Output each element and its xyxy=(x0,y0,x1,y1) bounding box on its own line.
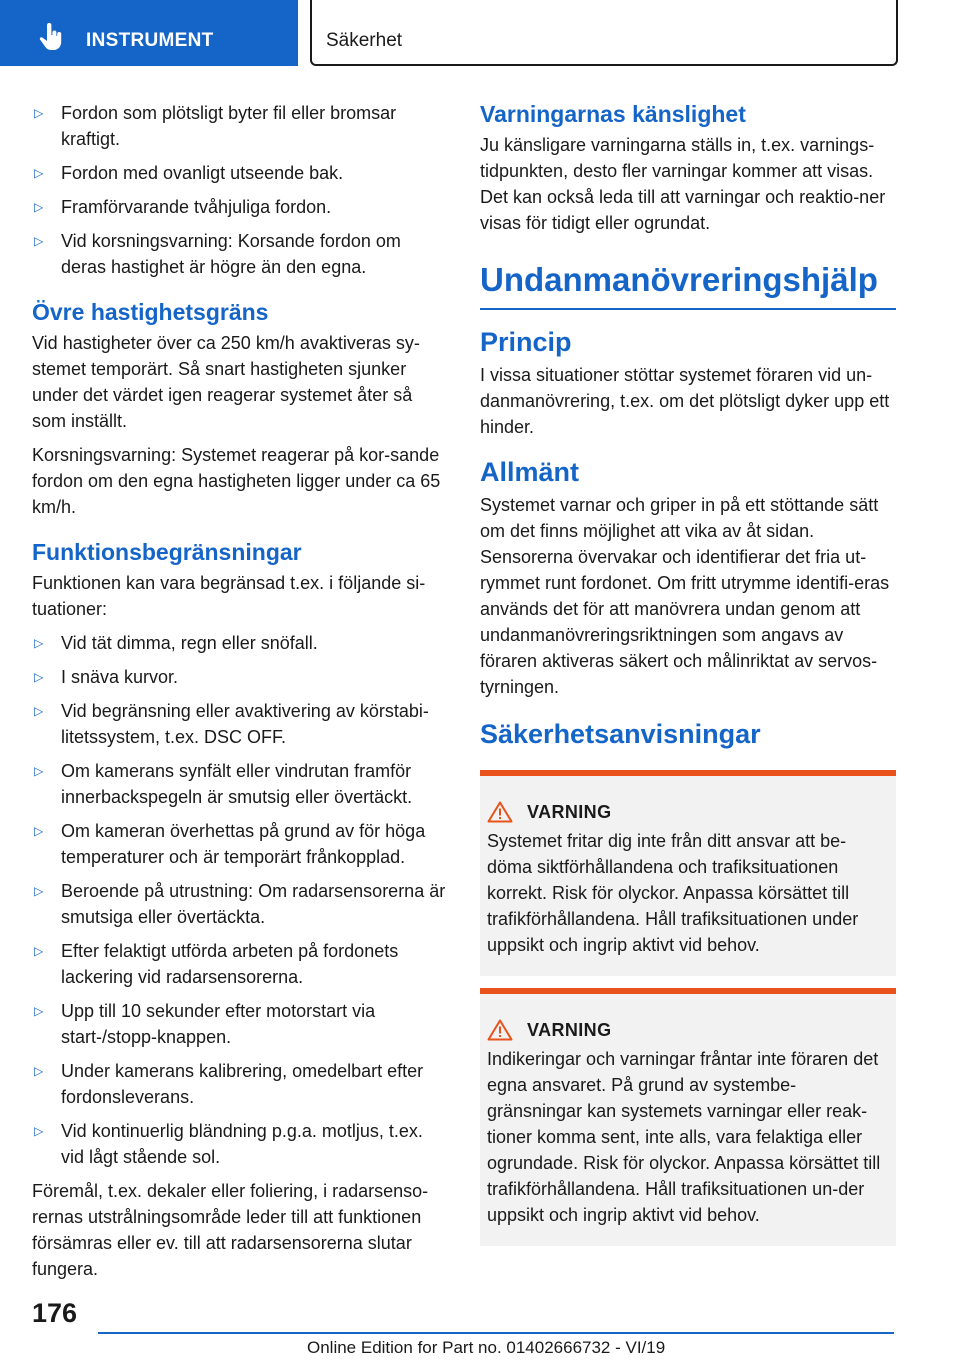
list-item: ▷ Efter felaktigt utförda arbeten på fordonets lackering vid radarsensorerna. xyxy=(32,938,447,990)
section-header xyxy=(310,0,898,66)
list-item: ▷ Fordon med ovanligt utseende bak. xyxy=(32,160,447,186)
radar-note-paragraph: Föremål, t.ex. dekaler eller foliering, i radarsenso-rernas utstrålningsområde leder till att funktionen försämras eller ev. till att radarsensorerna slutar fungera. xyxy=(32,1181,429,1279)
list-item: ▷ Vid begränsning eller avaktivering av körstabi-litetssystem, t.ex. DSC OFF. xyxy=(32,698,447,750)
warning-text: Indikeringar och varningar fråntar inte föraren det egna ansvaret. På grund av systembe-gränsningar kan systemets varningar eller reak-tioner komma sent, inte alls, vara felaktiga eller ogrundade. Risk för olyckor. Anpassa körsättet till trafikförhållandena. Håll trafiksituationen un-der uppsikt och ingrip aktivt vid behov. xyxy=(487,1049,881,1225)
list-item: ▷ Framförvarande tvåhjuliga fordon. xyxy=(32,194,447,220)
list-item: ▷ I snäva kurvor. xyxy=(32,664,447,690)
footer-divider xyxy=(98,1332,894,1334)
right-column xyxy=(480,100,896,1246)
list-item: ▷ Beroende på utrustning: Om radarsensorerna är smutsiga eller övertäckta. xyxy=(32,878,447,930)
warning-box xyxy=(480,770,896,976)
bullet-triangle-icon: ▷ xyxy=(34,1004,44,1018)
bullet-triangle-icon: ▷ xyxy=(34,944,44,958)
warning-text: Systemet fritar dig inte från ditt ansvar att be-döma siktförhållandena och trafiksituationen korrekt. Risk för olyckor. Anpassa körsättet till trafikförhållandena. Håll trafiksituationen under uppsikt och ingrip aktivt vid behov. xyxy=(487,831,859,955)
list-item: ▷ Om kamerans synfält eller vindrutan framför innerbackspegeln är smutsig eller övertäckt. xyxy=(32,758,447,810)
bullet-triangle-icon: ▷ xyxy=(34,1064,44,1078)
list-item: ▷ Under kamerans kalibrering, omedelbart efter fordonsleverans. xyxy=(32,1058,447,1110)
list-item: ▷ Vid korsningsvarning: Korsande fordon om deras hastighet är högre än den egna. xyxy=(32,228,447,280)
warning-triangle-icon xyxy=(487,801,513,823)
general-heading: Allmänt xyxy=(480,457,580,487)
bullet-triangle-icon: ▷ xyxy=(34,824,44,838)
crossing-warning-paragraph: Korsningsvarning: Systemet reagerar på kor-sande fordon om den egna hastigheten ligger under ca 65 km/h. xyxy=(32,445,441,517)
warning-box xyxy=(480,988,896,1246)
list-item: ▷ Vid kontinuerlig bländning p.g.a. motljus, t.ex. vid lågt stående sol. xyxy=(32,1118,447,1170)
bullet-triangle-icon: ▷ xyxy=(34,884,44,898)
sensitivity-heading: Varningarnas känslighet xyxy=(480,101,746,127)
list-item: ▷ Fordon som plötsligt byter fil eller bromsar kraftigt. xyxy=(32,100,447,152)
section-title: Säkerhet xyxy=(326,30,403,51)
chapter-tab-label: INSTRUMENT xyxy=(86,30,214,51)
edition-note: Online Edition for Part no. 01402666732 - VI/19 xyxy=(307,1338,666,1357)
principle-paragraph: I vissa situationer stöttar systemet föraren vid un-danmanövrering, t.ex. om det plötsligt dyker upp ett hinder. xyxy=(480,365,890,437)
speed-limit-heading: Övre hastighetsgräns xyxy=(32,299,269,325)
bullet-triangle-icon: ▷ xyxy=(34,106,44,120)
bullet-triangle-icon: ▷ xyxy=(34,764,44,778)
touch-hand-icon xyxy=(38,23,64,51)
list-item: ▷ Om kameran överhettas på grund av för höga temperaturer och är temporärt frånkopplad. xyxy=(32,818,447,870)
principle-heading: Princip xyxy=(480,327,572,357)
limitations-intro: Funktionen kan vara begränsad t.ex. i följande si-tuationer: xyxy=(32,573,426,619)
bullet-triangle-icon: ▷ xyxy=(34,636,44,650)
safety-heading: Säkerhetsanvisningar xyxy=(480,719,761,749)
bullet-triangle-icon: ▷ xyxy=(34,1124,44,1138)
warning-label: VARNING xyxy=(527,1019,612,1040)
sensitivity-paragraph: Ju känsligare varningarna ställs in, t.ex. varnings-tidpunkten, desto fler varningar kommer att visas. Det kan också leda till att varningar och reaktio-ner visas för tidigt eller ogrundat. xyxy=(480,135,886,233)
list-item: ▷ Vid tät dimma, regn eller snöfall. xyxy=(32,630,447,656)
bullet-triangle-icon: ▷ xyxy=(34,200,44,214)
evasion-assist-title: Undanmanövreringshjälp xyxy=(480,260,896,310)
warning-triangle-icon xyxy=(487,1019,513,1041)
speed-limit-paragraph: Vid hastigheter över ca 250 km/h avaktiveras sy-stemet temporärt. Så snart hastigheten sjunker under det värdet igen reagerar systemet åter så som inställt. xyxy=(32,333,420,431)
list-item: ▷ Upp till 10 sekunder efter motorstart via start-/stopp-knappen. xyxy=(32,998,447,1050)
bullet-triangle-icon: ▷ xyxy=(34,670,44,684)
left-column xyxy=(32,100,447,1290)
general-paragraph: Systemet varnar och griper in på ett stöttande sätt om det finns möjlighet att vika av åt sidan. Sensorerna övervakar och identifierar det fria ut-rymmet runt fordonet. Om fritt utrymme identifi-eras används det för att manövrera undan genom att undanmanövreringsriktningen som angavs av föraren aktiveras säkert och målinriktat av servos-tyrningen. xyxy=(480,495,890,697)
page-number: 176 xyxy=(32,1298,78,1328)
limitations-heading: Funktionsbegränsningar xyxy=(32,539,302,565)
chapter-tab[interactable] xyxy=(0,0,298,66)
bullet-triangle-icon: ▷ xyxy=(34,234,44,248)
warning-label: VARNING xyxy=(527,801,612,822)
bullet-triangle-icon: ▷ xyxy=(34,166,44,180)
bullet-triangle-icon: ▷ xyxy=(34,704,44,718)
